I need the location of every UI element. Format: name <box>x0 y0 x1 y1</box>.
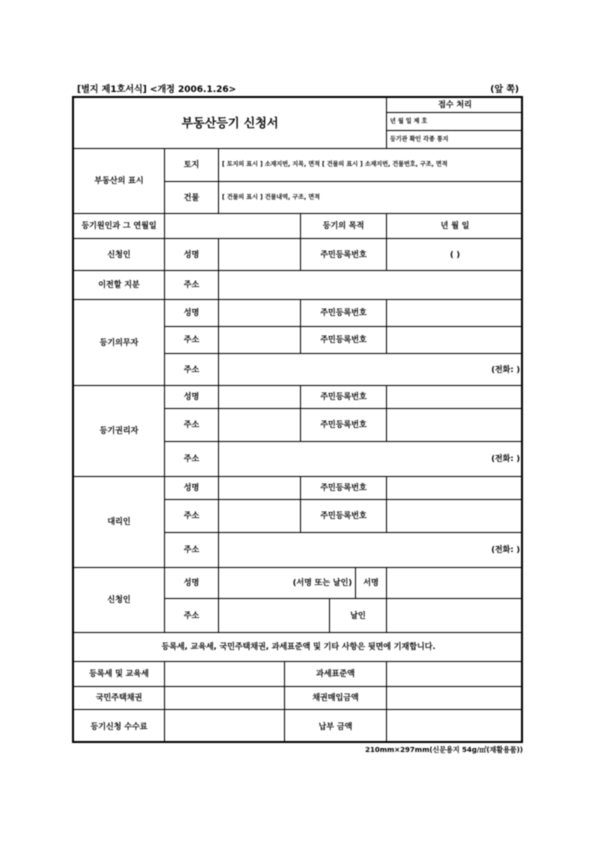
party-1-label: 등기의무자 <box>99 337 139 347</box>
form-title: 부동산등기 신청서 <box>181 115 279 130</box>
reg-purpose-label: 등기의 목적 <box>322 221 365 231</box>
party-2-addr-label: 주소 <box>183 420 200 430</box>
registration-form <box>72 96 523 743</box>
form-number: [별지 제1호서식] <개정 2006.1.26> <box>77 85 237 95</box>
party-3-label: 대리인 <box>107 517 131 527</box>
party-3-name-label: 성명 <box>183 483 200 493</box>
fee-r1-label: 등록세 및 교육세 <box>89 669 149 679</box>
applicant-id-label: 주민등록번호 <box>320 249 367 259</box>
party-3-detail: (전화: ) <box>491 545 520 555</box>
property-text-1: [ 토지의 표시 ] 소재지번, 지목, 면적 [ 건물의 표시 ] 소재지번, 건물번호, 구조, 면적 <box>222 161 448 169</box>
applicant-sub: 성명 <box>183 249 200 259</box>
property-text-2: [ 건물의 표시 ] 건물내역, 구조, 면적 <box>222 193 320 201</box>
fee-r3-right-label: 납부 금액 <box>318 721 353 731</box>
fee-r1-right-label: 과세표준액 <box>316 669 355 679</box>
paper-spec: 210mm×297mm(신문용지 54g/㎡(재활용품)) <box>365 746 523 754</box>
intake-line-1: 년 월 일 제 호 <box>390 117 428 125</box>
transfer-share-label: 이전할 지분 <box>98 280 140 290</box>
agent-seal: 서명 <box>363 578 379 588</box>
party-2-id-label-2: 주민등록번호 <box>320 420 367 430</box>
agent-label: 신청인 <box>107 595 131 605</box>
party-3-id-label: 주민등록번호 <box>320 483 367 493</box>
party-2-detail: (전화: ) <box>491 454 520 464</box>
property-sub-2: 건물 <box>183 192 200 202</box>
applicant-label: 신청인 <box>107 249 131 259</box>
reg-date: 년 월 일 <box>440 221 470 231</box>
party-1-id-label: 주민등록번호 <box>320 308 367 318</box>
agent-seal-2: 날인 <box>350 610 366 620</box>
party-3-addr-label: 주소 <box>183 511 200 521</box>
party-1-addr-label: 주소 <box>183 335 200 345</box>
party-2-name-label: 성명 <box>183 392 200 402</box>
party-3-id-label-2: 주민등록번호 <box>320 511 367 521</box>
party-2-detail-label: 주소 <box>183 454 200 464</box>
fees-banner: 등록세, 교육세, 국민주택채권, 과세표준액 및 기타 사항은 뒷면에 기재합니다. <box>161 642 436 652</box>
party-1-detail-label: 주소 <box>183 364 200 374</box>
intake-label: 접수 처리 <box>438 100 472 110</box>
transfer-share-sub: 주소 <box>183 280 200 290</box>
fee-r2-right-label: 채권매입금액 <box>312 693 359 703</box>
party-1-id-label-2: 주민등록번호 <box>320 335 367 345</box>
agent-addr-label: 주소 <box>183 610 200 620</box>
property-label: 부동산의 표시 <box>94 176 144 186</box>
agent-name-label: 성명 <box>183 578 200 588</box>
reg-cause-label: 등기원인과 그 연월일 <box>81 221 157 231</box>
applicant-paren: ( ) <box>449 249 461 259</box>
fee-r2-label: 국민주택채권 <box>95 693 143 703</box>
fee-r3-label: 등기신청 수수료 <box>90 721 148 731</box>
agent-sign-hint: (서명 또는 날인) <box>292 578 352 588</box>
party-3-detail-label: 주소 <box>183 545 200 555</box>
property-sub-1: 토지 <box>183 160 200 170</box>
page-side: (앞 쪽) <box>490 85 519 95</box>
party-1-detail: (전화: ) <box>491 364 520 374</box>
party-2-label: 등기권리자 <box>99 426 139 436</box>
party-2-id-label: 주민등록번호 <box>320 392 367 402</box>
intake-line-2: 등기관 확인 각종 통지 <box>390 135 449 143</box>
party-1-name-label: 성명 <box>183 308 200 318</box>
